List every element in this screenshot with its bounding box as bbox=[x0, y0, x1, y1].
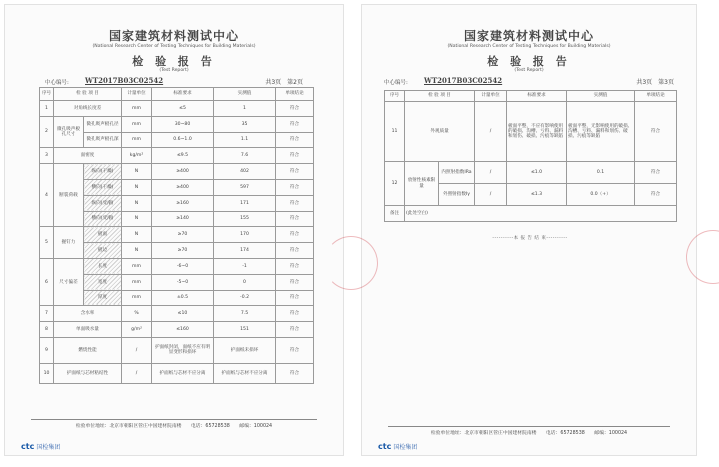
row-item: 板面 bbox=[84, 227, 122, 243]
row-unit: N bbox=[122, 227, 152, 243]
report-title-en: (Test Report) bbox=[514, 68, 544, 73]
row-result: 符合 bbox=[276, 243, 314, 259]
row-result: 符合 bbox=[276, 322, 314, 338]
row-unit: mm bbox=[122, 274, 152, 290]
table-row bbox=[40, 116, 314, 132]
test-results-table bbox=[39, 87, 314, 384]
center-no-label: 中心编号: bbox=[384, 80, 408, 86]
row-group: 握钉力 bbox=[54, 227, 84, 259]
center-title-en: (National Research Center of Testing Techniques for Building Materials) bbox=[92, 44, 256, 49]
center-title-en: (National Research Center of Testing Techniques for Building Materials) bbox=[447, 44, 611, 49]
row-result: 符合 bbox=[276, 290, 314, 306]
table-row bbox=[40, 306, 314, 322]
col-header: 实测值 bbox=[214, 88, 276, 101]
table-row bbox=[40, 164, 314, 180]
row-value: -0.2 bbox=[214, 290, 276, 306]
col-header: 序号 bbox=[40, 88, 54, 101]
row-no: 3 bbox=[40, 148, 54, 164]
row-requirement: -5~0 bbox=[152, 274, 214, 290]
row-unit: g/m² bbox=[122, 322, 152, 338]
ctc-logo bbox=[21, 442, 60, 451]
row-item: 厚度 bbox=[84, 290, 122, 306]
row-requirement: ≥400 bbox=[152, 179, 214, 195]
row-value: -1 bbox=[214, 258, 276, 274]
row-unit: % bbox=[122, 306, 152, 322]
row-item: 内照射指数IRa bbox=[439, 162, 475, 184]
row-requirement: ≥70 bbox=[152, 243, 214, 259]
row-result: 符合 bbox=[276, 211, 314, 227]
row-unit: mm bbox=[122, 116, 152, 132]
page-footer: 检验单位地址：北京市朝阳区管庄中国建材院南楼 电话：65728538 邮编：100024 bbox=[31, 419, 317, 429]
col-header: 序号 bbox=[385, 91, 405, 102]
table-row bbox=[40, 258, 314, 274]
row-requirement: ≤1.3 bbox=[507, 184, 567, 206]
row-unit: N bbox=[122, 243, 152, 259]
center-title: 国家建筑材料测试中心 bbox=[108, 29, 239, 43]
row-requirement: ≥400 bbox=[152, 164, 214, 180]
row-result: 符合 bbox=[276, 195, 314, 211]
row-value: 7.5 bbox=[214, 306, 276, 322]
row-unit: N bbox=[122, 164, 152, 180]
row-unit: / bbox=[475, 162, 507, 184]
row-result: 符合 bbox=[276, 227, 314, 243]
row-no: 8 bbox=[40, 322, 54, 338]
row-unit: kg/m² bbox=[122, 148, 152, 164]
row-value: 1.1 bbox=[214, 132, 276, 148]
col-header: 单项结论 bbox=[276, 88, 314, 101]
report-meta bbox=[384, 76, 674, 86]
row-unit: mm bbox=[122, 290, 152, 306]
row-result: 符合 bbox=[276, 179, 314, 195]
row-unit: mm bbox=[122, 258, 152, 274]
report-title-en: (Test Report) bbox=[159, 68, 189, 73]
row-result: 符合 bbox=[276, 274, 314, 290]
row-requirement: ≥70 bbox=[152, 227, 214, 243]
row-result: 符合 bbox=[635, 184, 677, 206]
table-row bbox=[40, 227, 314, 243]
row-result: 符合 bbox=[276, 132, 314, 148]
row-requirement: 板面平整，不应有影响使用的破损、沟槽、亏料、漏料和划伤、破损、污痕等缺陷 bbox=[507, 102, 567, 162]
row-result: 符合 bbox=[276, 101, 314, 117]
table-row bbox=[40, 322, 314, 338]
center-title: 国家建筑材料测试中心 bbox=[463, 29, 594, 43]
row-item: 长度 bbox=[84, 258, 122, 274]
row-item: 单面吸水量 bbox=[54, 322, 122, 338]
table-row bbox=[385, 102, 677, 162]
row-item: 横向(受潮) bbox=[84, 211, 122, 227]
row-requirement: ≤160 bbox=[152, 322, 214, 338]
row-requirement: -6~0 bbox=[152, 258, 214, 274]
remark-text: (此处空白) bbox=[405, 206, 677, 222]
seal-stamp bbox=[324, 236, 378, 290]
row-requirement: ≤1.0 bbox=[507, 162, 567, 184]
report-title: 检 验 报 告 bbox=[487, 55, 571, 68]
report-title: 检 验 报 告 bbox=[132, 55, 216, 68]
row-result: 符合 bbox=[635, 102, 677, 162]
col-header: 标准要求 bbox=[152, 88, 214, 101]
logo-text: 国检集团 bbox=[36, 444, 61, 451]
page-count: 共3页 第3页 bbox=[636, 79, 674, 86]
ctc-logo bbox=[378, 442, 417, 451]
row-no: 12 bbox=[385, 162, 405, 206]
row-group: 断裂荷载 bbox=[54, 164, 84, 227]
row-requirement: 护面纸与芯材不应分离 bbox=[152, 363, 214, 383]
row-unit: N bbox=[122, 195, 152, 211]
row-value: 597 bbox=[214, 179, 276, 195]
table-row bbox=[40, 337, 314, 363]
row-no: 1 bbox=[40, 101, 54, 117]
row-value: 1 bbox=[214, 101, 276, 117]
page-footer: 检验单位地址：北京市朝阳区管庄中国建材院南楼 电话：65728538 邮编：100024 bbox=[388, 426, 670, 436]
row-item: 纵向(干燥) bbox=[84, 164, 122, 180]
col-header: 计量单位 bbox=[475, 91, 507, 102]
row-result: 符合 bbox=[276, 148, 314, 164]
row-requirement: ±0.5 bbox=[152, 290, 214, 306]
table-header-row bbox=[40, 88, 314, 101]
table-row bbox=[40, 363, 314, 383]
row-no: 11 bbox=[385, 102, 405, 162]
row-no: 4 bbox=[40, 164, 54, 227]
row-requirement: 护面纸封闭，面纸不应有明显变形和损坏 bbox=[152, 337, 214, 363]
remark-label: 备注 bbox=[385, 206, 405, 222]
col-header: 计量单位 bbox=[122, 88, 152, 101]
row-value: 170 bbox=[214, 227, 276, 243]
row-value: 护面纸与芯材不应分离 bbox=[214, 363, 276, 383]
row-requirement: 0.6~1.0 bbox=[152, 132, 214, 148]
row-requirement: ≤10 bbox=[152, 306, 214, 322]
table-header-row bbox=[385, 91, 677, 102]
row-requirement: ≥160 bbox=[152, 195, 214, 211]
row-value: 7.6 bbox=[214, 148, 276, 164]
row-result: 符合 bbox=[276, 258, 314, 274]
table-row bbox=[40, 148, 314, 164]
row-group: 放射性核素限量 bbox=[405, 162, 439, 206]
row-no: 9 bbox=[40, 337, 54, 363]
row-no: 7 bbox=[40, 306, 54, 322]
row-unit: N bbox=[122, 211, 152, 227]
row-no: 2 bbox=[40, 116, 54, 148]
row-requirement: ≤9.5 bbox=[152, 148, 214, 164]
row-value: 155 bbox=[214, 211, 276, 227]
row-item: 对角线长度差 bbox=[54, 101, 122, 117]
row-value: 174 bbox=[214, 243, 276, 259]
row-item: 含水率 bbox=[54, 306, 122, 322]
logo-text: 国检集团 bbox=[393, 444, 418, 451]
row-item: 外观质量 bbox=[405, 102, 475, 162]
row-item: 面密度 bbox=[54, 148, 122, 164]
row-no: 5 bbox=[40, 227, 54, 259]
page-count: 共3页 第2页 bbox=[265, 79, 303, 86]
row-unit: / bbox=[122, 337, 152, 363]
row-requirement: ≤5 bbox=[152, 101, 214, 117]
row-item: 板边 bbox=[84, 243, 122, 259]
row-unit: mm bbox=[122, 101, 152, 117]
row-value: 0 bbox=[214, 274, 276, 290]
row-value: 0.1 bbox=[567, 162, 635, 184]
row-value: 151 bbox=[214, 322, 276, 338]
row-value: 板面平整，无影响使用的破损、沟槽、亏料、漏料和划伤、破损、污痕等缺陷 bbox=[567, 102, 635, 162]
row-group: 尺寸偏差 bbox=[54, 258, 84, 305]
row-unit: / bbox=[122, 363, 152, 383]
center-no: WT2017B03C02542 bbox=[424, 76, 503, 85]
report-end-line: ----------本 报 告 结 束---------- bbox=[492, 236, 568, 241]
report-page-3 bbox=[361, 4, 697, 456]
row-result: 符合 bbox=[276, 306, 314, 322]
row-value: 402 bbox=[214, 164, 276, 180]
row-item: 护面纸与芯材粘结性 bbox=[54, 363, 122, 383]
report-meta bbox=[45, 76, 303, 86]
test-results-table bbox=[384, 90, 677, 222]
row-item: 宽度 bbox=[84, 274, 122, 290]
row-requirement: ≥140 bbox=[152, 211, 214, 227]
row-unit: / bbox=[475, 102, 507, 162]
center-no-label: 中心编号: bbox=[45, 80, 69, 86]
logo-mark: ctc bbox=[378, 442, 392, 451]
row-item: 外照射指数Iγ bbox=[439, 184, 475, 206]
row-no: 10 bbox=[40, 363, 54, 383]
row-unit: / bbox=[475, 184, 507, 206]
row-item: 微孔吸声板孔深 bbox=[84, 132, 122, 148]
row-item: 横向(干燥) bbox=[84, 179, 122, 195]
row-item: 燃烧性能 bbox=[54, 337, 122, 363]
table-row bbox=[385, 206, 677, 222]
col-header: 检 验 项 目 bbox=[405, 91, 475, 102]
row-item: 纵向(受潮) bbox=[84, 195, 122, 211]
col-header: 标准要求 bbox=[507, 91, 567, 102]
row-group: 微孔吸声板孔尺寸 bbox=[54, 116, 84, 148]
table-row bbox=[40, 101, 314, 117]
logo-mark: ctc bbox=[21, 442, 35, 451]
table-row bbox=[385, 162, 677, 184]
row-item: 微孔吸声板孔径 bbox=[84, 116, 122, 132]
row-unit: N bbox=[122, 179, 152, 195]
row-value: 35 bbox=[214, 116, 276, 132]
row-result: 符合 bbox=[635, 162, 677, 184]
row-result: 符合 bbox=[276, 337, 314, 363]
row-unit: mm bbox=[122, 132, 152, 148]
row-result: 符合 bbox=[276, 116, 314, 132]
row-value: 0.0（+） bbox=[567, 184, 635, 206]
col-header: 实测值 bbox=[567, 91, 635, 102]
row-no: 6 bbox=[40, 258, 54, 305]
report-page-2 bbox=[4, 4, 344, 456]
row-result: 符合 bbox=[276, 363, 314, 383]
row-value: 护面纸未损坏 bbox=[214, 337, 276, 363]
row-result: 符合 bbox=[276, 164, 314, 180]
center-no: WT2017B03C02542 bbox=[85, 76, 164, 85]
col-header: 检 验 项 目 bbox=[54, 88, 122, 101]
row-requirement: 30~80 bbox=[152, 116, 214, 132]
row-value: 171 bbox=[214, 195, 276, 211]
col-header: 单项结论 bbox=[635, 91, 677, 102]
